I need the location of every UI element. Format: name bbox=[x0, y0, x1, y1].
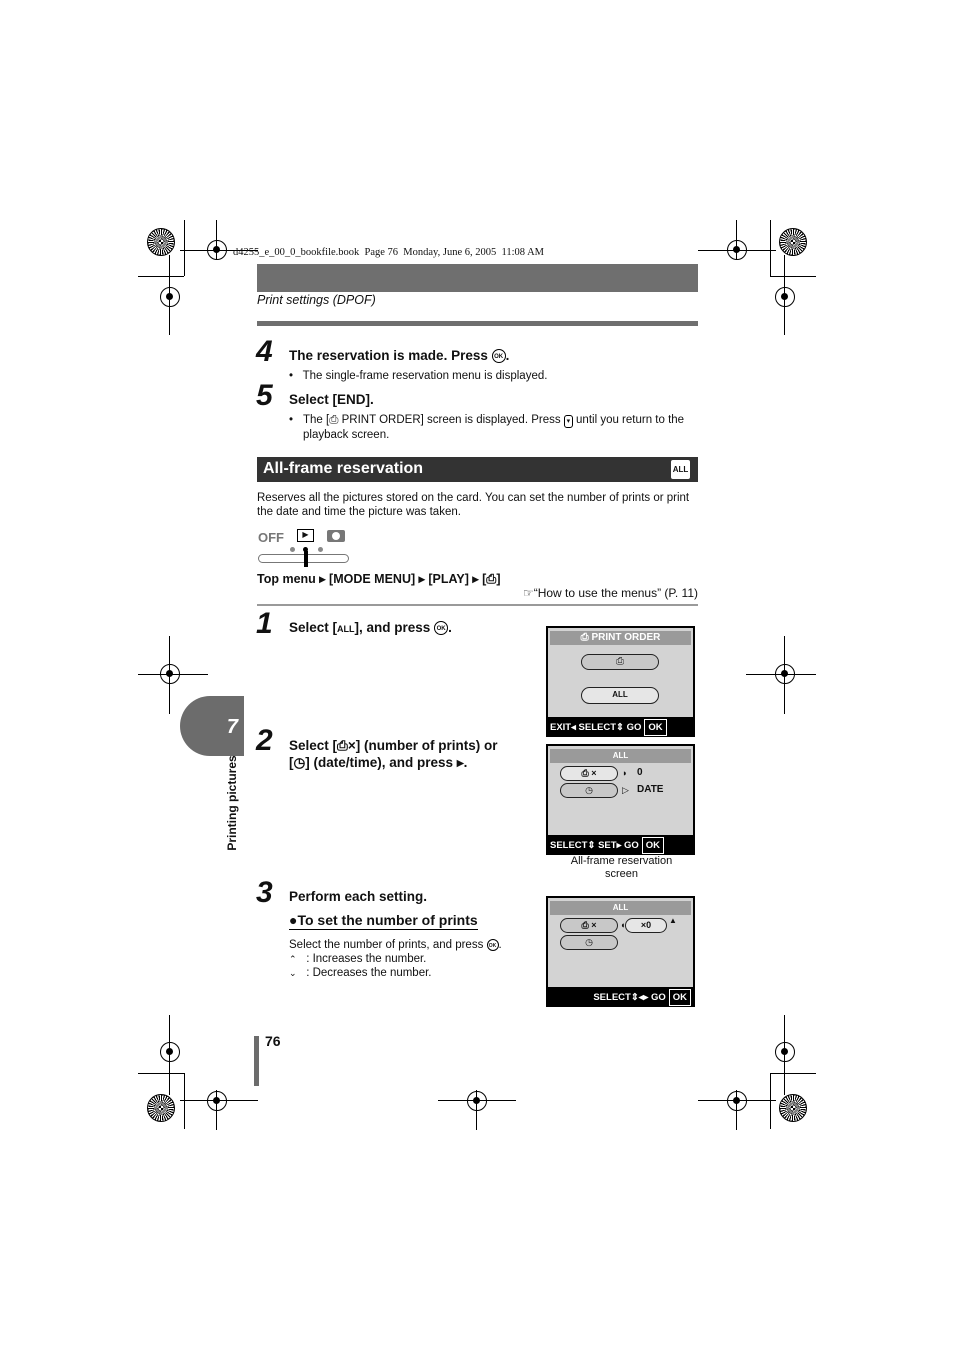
down-arrow-button-icon: ⌄ bbox=[289, 968, 297, 978]
intro-text: Reserves all the pictures stored on the card. You can set the number of prints or print the date and time the picture was taken. bbox=[257, 492, 690, 518]
crosshair-mark-icon bbox=[775, 287, 795, 307]
crosshair-mark-icon bbox=[160, 1042, 180, 1062]
screen-caption: All-frame reservation screen bbox=[570, 855, 673, 880]
playback-icon: ▶ bbox=[297, 529, 314, 542]
menu-path: Top menu ▸ [MODE MENU] ▸ [PLAY] ▸ [⎙] bbox=[257, 572, 501, 586]
step-title: Select [END]. bbox=[289, 392, 374, 407]
right-indicator-icon: ▷ bbox=[622, 785, 629, 795]
camera-screen-print-order bbox=[546, 626, 695, 737]
screen-footer: SELECT⇕◂▸ GO OK bbox=[550, 989, 691, 1004]
crosshair-mark-icon bbox=[207, 1091, 227, 1111]
setting-description: Select the number of prints, and press OK . bbox=[289, 939, 502, 951]
menu-reference: ☞“How to use the menus” (P. 11) bbox=[522, 586, 698, 600]
header-bar bbox=[257, 264, 698, 292]
print-count-value: 0 bbox=[637, 767, 643, 778]
ok-button-icon: OK bbox=[434, 621, 448, 635]
crosshair-mark-icon bbox=[775, 1042, 795, 1062]
down-arrow-button-icon: ▾ bbox=[564, 415, 573, 428]
step-number: 2 bbox=[256, 724, 273, 757]
step-title: Perform each setting. bbox=[289, 889, 428, 904]
prints-count-option: ⎙ × bbox=[560, 766, 618, 781]
file-header: d4255_e_00_0_bookfile.book Page 76 Monday, June 6, 2005 11:08 AM bbox=[233, 247, 544, 258]
screen-footer: EXIT◂ SELECT⇕ GO OK bbox=[550, 719, 691, 734]
left-indicator-icon: ◖ bbox=[620, 920, 626, 930]
bullet-item: • The single-frame reservation menu is displayed. bbox=[289, 370, 548, 382]
all-frame-option: ALL bbox=[581, 687, 659, 704]
date-time-option: ◷ bbox=[560, 935, 618, 950]
page-number-bar bbox=[254, 1036, 259, 1086]
bullet-circle-icon: ● bbox=[289, 912, 298, 928]
reference-hand-icon: ☞ bbox=[522, 586, 534, 600]
starburst-mark-icon bbox=[779, 228, 807, 256]
up-indicator-icon: ▲ bbox=[669, 916, 677, 925]
camera-icon bbox=[327, 530, 345, 542]
crosshair-mark-icon bbox=[727, 1091, 747, 1111]
print-icon: ⎙ bbox=[337, 738, 348, 753]
section-header: Print settings (DPOF) bbox=[257, 293, 376, 307]
right-arrow-button-icon: ▸ bbox=[456, 755, 464, 770]
step-title: The reservation is made. Press OK . bbox=[289, 348, 510, 363]
step-number: 3 bbox=[256, 876, 273, 909]
date-value: DATE bbox=[637, 784, 664, 795]
decrease-instruction: ⌄ : Decreases the number. bbox=[289, 967, 432, 979]
starburst-mark-icon bbox=[779, 1094, 807, 1122]
all-frame-print-icon: ALL bbox=[550, 749, 691, 763]
crosshair-mark-icon bbox=[160, 287, 180, 307]
step-title: Select [ALL], and press OK . bbox=[289, 620, 452, 635]
mode-dial-indicator bbox=[257, 528, 352, 568]
step-number: 4 bbox=[256, 335, 273, 368]
divider bbox=[257, 604, 698, 606]
section-title: All-frame reservation bbox=[263, 460, 424, 477]
chapter-label: Printing pictures bbox=[225, 755, 239, 851]
header-rule bbox=[257, 321, 698, 326]
step-number: 1 bbox=[256, 607, 273, 640]
step-number: 5 bbox=[256, 379, 273, 412]
screen-title: ⎙ PRINT ORDER bbox=[550, 631, 691, 645]
chapter-number: 7 bbox=[226, 716, 238, 738]
single-frame-option: ⎙ bbox=[581, 654, 659, 670]
bullet-item: • The [⎙ PRINT ORDER] screen is displayed. Press ▾ until you return to the playback screen. bbox=[289, 414, 685, 441]
all-frame-print-icon: ALL bbox=[671, 460, 690, 479]
camera-screen-set-prints bbox=[546, 896, 695, 1007]
camera-screen-all-frame bbox=[546, 744, 695, 855]
starburst-mark-icon bbox=[147, 1094, 175, 1122]
print-icon: ⎙ bbox=[486, 572, 497, 586]
increase-instruction: ⌃ : Increases the number. bbox=[289, 953, 427, 965]
off-label: OFF bbox=[258, 530, 284, 545]
all-frame-print-icon: ALL bbox=[550, 901, 691, 915]
prints-count-option: ⎙ × bbox=[560, 918, 618, 933]
ok-button-icon: OK bbox=[492, 349, 506, 363]
print-count-value: ×0 bbox=[625, 918, 667, 933]
ok-button-icon: OK bbox=[487, 939, 499, 951]
step-title: Select [⎙×] (number of prints) or [◷] (date/time), and press ▸. bbox=[289, 738, 498, 770]
starburst-mark-icon bbox=[147, 228, 175, 256]
section-title-bar bbox=[257, 457, 698, 482]
clock-icon: ◷ bbox=[293, 755, 306, 770]
up-arrow-button-icon: ⌃ bbox=[289, 954, 297, 964]
page-number: 76 bbox=[265, 1033, 281, 1049]
all-frame-print-icon: ALL bbox=[337, 624, 355, 634]
date-time-option: ◷ bbox=[560, 783, 618, 798]
print-icon: ⎙ bbox=[329, 414, 339, 426]
sub-heading: ●To set the number of prints bbox=[289, 912, 478, 928]
right-indicator-icon: ◗ bbox=[622, 768, 628, 778]
screen-footer: SELECT⇕ SET▸ GO OK bbox=[550, 837, 691, 852]
crosshair-mark-icon bbox=[467, 1091, 487, 1111]
